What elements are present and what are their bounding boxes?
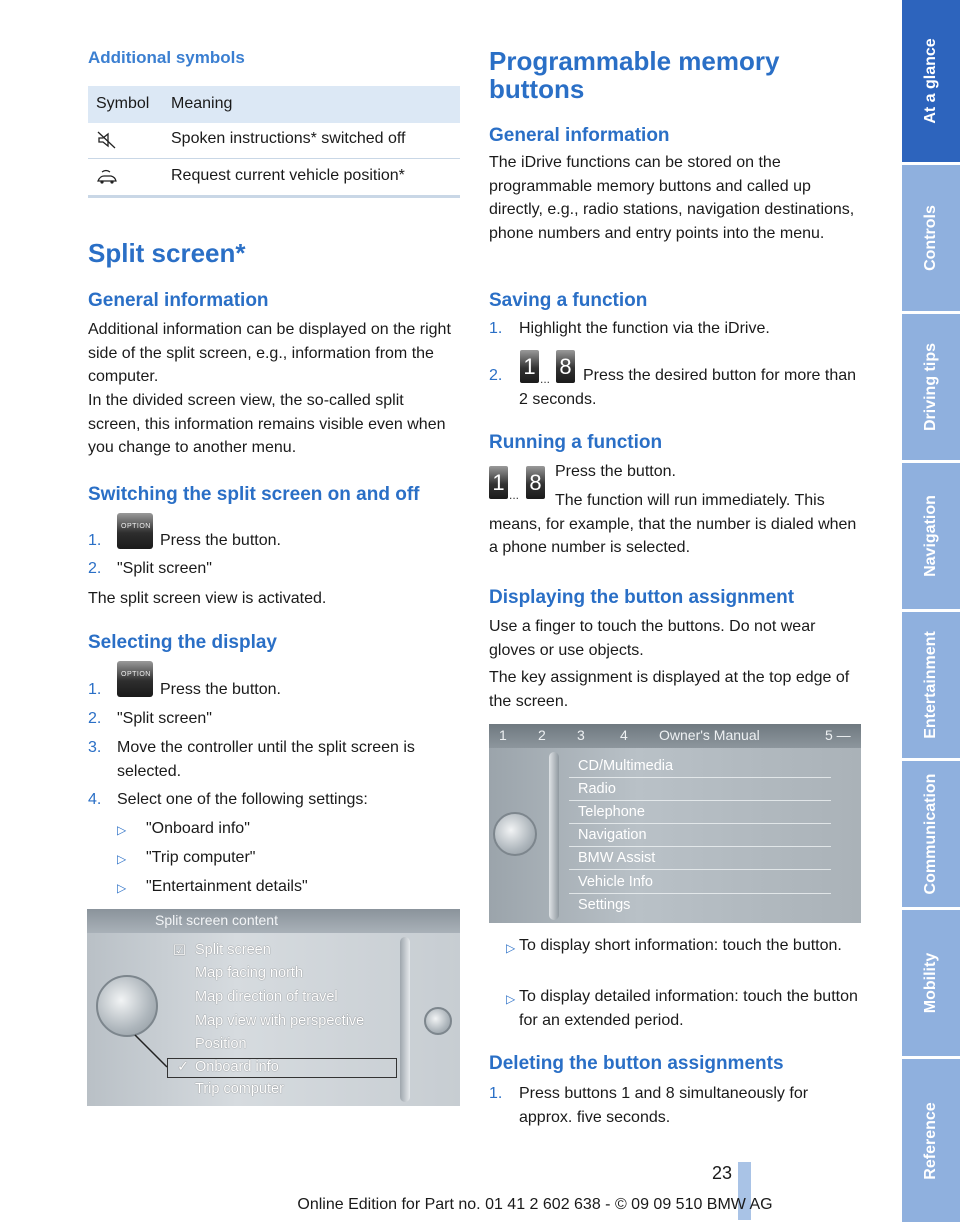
menu-item: Navigation — [578, 827, 647, 843]
page-number: 23 — [712, 1163, 733, 1183]
menu-item: CD/Multimedia — [578, 758, 674, 774]
option-key-icon — [117, 513, 153, 549]
step-number: 2. — [88, 560, 102, 577]
step-number: 2. — [489, 367, 503, 384]
key-8-icon: 8 — [556, 350, 575, 383]
tab-label: Navigation — [922, 495, 939, 577]
menu-item: Split screen — [195, 942, 271, 958]
tab-navigation[interactable] — [902, 463, 960, 609]
running-text: Press the button. — [555, 463, 676, 480]
key-dots: ... — [509, 488, 520, 502]
tab-label: Entertainment — [922, 631, 939, 739]
bar-segment: 1 — [499, 727, 507, 743]
display-header-text: Split screen content — [155, 912, 278, 928]
key-1-icon: 1 — [520, 350, 539, 383]
switching-heading: Switching the split screen on and off — [88, 484, 420, 505]
tab-label: At a glance — [922, 38, 939, 124]
checkbox-icon: ☑ — [173, 943, 186, 959]
menu-divider — [569, 846, 831, 847]
additional-symbols-heading: Additional symbols — [88, 48, 245, 67]
key-8-icon: 8 — [526, 466, 545, 499]
col-symbol: Symbol — [96, 95, 150, 112]
bullet-triangle: ▷ — [506, 941, 516, 955]
step-number: 4. — [88, 791, 102, 808]
menu-item: Map view with perspective — [195, 1013, 365, 1029]
bullet-triangle: ▷ — [117, 881, 127, 895]
menu-divider — [569, 823, 831, 824]
split-screen-content-display — [87, 909, 460, 1106]
tab-entertainment[interactable] — [902, 612, 960, 758]
displaying-paragraph: Use a finger to touch the buttons. Do not wear gloves or use objects. — [489, 618, 816, 659]
menu-item: Map direction of travel — [195, 989, 338, 1005]
step-number: 1. — [88, 532, 102, 549]
tab-label: Controls — [922, 205, 939, 271]
pointer-line — [87, 909, 460, 1106]
symbol-table-header — [88, 86, 460, 123]
bar-segment: 5 — — [825, 727, 851, 743]
car-position-icon — [96, 167, 118, 187]
meaning-text: Spoken instructions* switched off — [171, 130, 406, 147]
step-text: Move the controller until the split screen is selected. — [117, 739, 415, 780]
general-info-paragraph: Additional information can be displayed on the right side of the split screen, e.g., information from the computer. — [88, 321, 451, 385]
bullet-text: To display detailed information: touch the button for an extended period. — [519, 988, 858, 1029]
step-text: Press the button. — [160, 532, 281, 549]
memory-buttons-heading: Programmable memory buttons — [489, 46, 780, 104]
bar-segment: Owner's Manual — [659, 727, 760, 743]
setting-item: "Onboard info" — [146, 820, 250, 837]
tab-mobility[interactable] — [902, 910, 960, 1056]
table-divider — [88, 195, 460, 198]
button-assignment-display — [489, 724, 861, 923]
footer-text: Online Edition for Part no. 01 41 2 602 638 - © 09 09 510 BMW AG — [297, 1196, 773, 1213]
bar-segment: 2 — [538, 727, 546, 743]
bar-segment: 4 — [620, 727, 628, 743]
menu-item: Map facing north — [195, 965, 304, 981]
step-number: 3. — [88, 739, 102, 756]
switching-result: The split screen view is activated. — [88, 590, 327, 607]
key-1-icon: 1 — [489, 466, 508, 499]
step-text: Press buttons 1 and 8 simultaneously for approx. five seconds. — [519, 1085, 809, 1126]
running-text: The function will run immediately. This means, for example, that the number is dialed when a phone number is selected. — [489, 492, 857, 556]
menu-divider — [569, 777, 831, 778]
option-key-label: OPTION — [121, 523, 151, 530]
bullet-triangle: ▷ — [117, 823, 127, 837]
tab-label: Communication — [922, 773, 939, 895]
assignment-bar — [489, 724, 861, 748]
menu-divider — [569, 893, 831, 894]
bullet-text: To display short information: touch the button. — [519, 937, 842, 954]
step-text: Highlight the function via the iDrive. — [519, 320, 770, 337]
deleting-heading: Deleting the button assignments — [489, 1053, 784, 1074]
bar-segment: 3 — [577, 727, 585, 743]
check-icon: ✓ — [177, 1059, 190, 1075]
menu-divider — [569, 800, 831, 801]
running-heading: Running a function — [489, 432, 663, 453]
menu-item: Vehicle Info — [578, 874, 653, 890]
key-dots: ... — [540, 372, 551, 386]
tab-driving-tips[interactable] — [902, 314, 960, 460]
selecting-heading: Selecting the display — [88, 632, 277, 653]
menu-item: Settings — [578, 897, 631, 913]
menu-item: Trip computer — [195, 1081, 284, 1097]
general-info-heading: General information — [88, 290, 269, 311]
tab-label: Reference — [922, 1101, 939, 1180]
setting-item: "Entertainment details" — [146, 878, 308, 895]
general-info-paragraph: In the divided screen view, the so-called split screen, this information remains visible even when you change to another menu. — [88, 392, 446, 456]
menu-item: Radio — [578, 781, 616, 797]
step-text: "Split screen" — [117, 710, 212, 727]
bullet-triangle: ▷ — [117, 852, 127, 866]
tab-label: Driving tips — [922, 342, 939, 432]
tab-label: Mobility — [922, 952, 939, 1014]
split-screen-heading: Split screen* — [88, 238, 246, 268]
tab-communication[interactable] — [902, 761, 960, 907]
displaying-heading: Displaying the button assignment — [489, 587, 795, 608]
meaning-text: Request current vehicle position* — [171, 167, 405, 184]
step-text: Press the button. — [160, 681, 281, 698]
step-text: Press the desired button for more than 2 seconds. — [519, 367, 857, 408]
menu-item: Onboard info — [195, 1059, 279, 1075]
menu-item: Telephone — [578, 804, 645, 820]
scroll-rail — [549, 752, 559, 920]
controller-knob-icon — [493, 812, 537, 856]
menu-item: BMW Assist — [578, 850, 656, 866]
table-row — [88, 159, 460, 196]
tab-controls[interactable] — [902, 165, 960, 311]
step-number: 1. — [88, 681, 102, 698]
menu-item: Position — [195, 1036, 247, 1052]
step-text: Select one of the following settings: — [117, 791, 368, 808]
step-number: 1. — [489, 1085, 503, 1102]
option-key-icon — [117, 661, 153, 697]
bullet-triangle: ▷ — [506, 992, 516, 1006]
speaker-off-icon — [96, 130, 118, 150]
setting-item: "Trip computer" — [146, 849, 256, 866]
step-text: "Split screen" — [117, 560, 212, 577]
displaying-paragraph: The key assignment is displayed at the top edge of the screen. — [489, 669, 850, 710]
step-number: 2. — [88, 710, 102, 727]
step-number: 1. — [489, 320, 503, 337]
saving-heading: Saving a function — [489, 290, 648, 311]
option-key-label: OPTION — [121, 671, 151, 678]
table-row — [88, 122, 460, 159]
menu-divider — [569, 869, 831, 870]
tab-at-a-glance[interactable] — [902, 0, 960, 162]
general-info-paragraph: The iDrive functions can be stored on the programmable memory buttons and called up directly, e.g., radio stations, navigation destinations, phone numbers and entry points into the menu. — [489, 154, 855, 242]
general-info-heading: General information — [489, 125, 670, 146]
col-meaning: Meaning — [171, 95, 233, 112]
